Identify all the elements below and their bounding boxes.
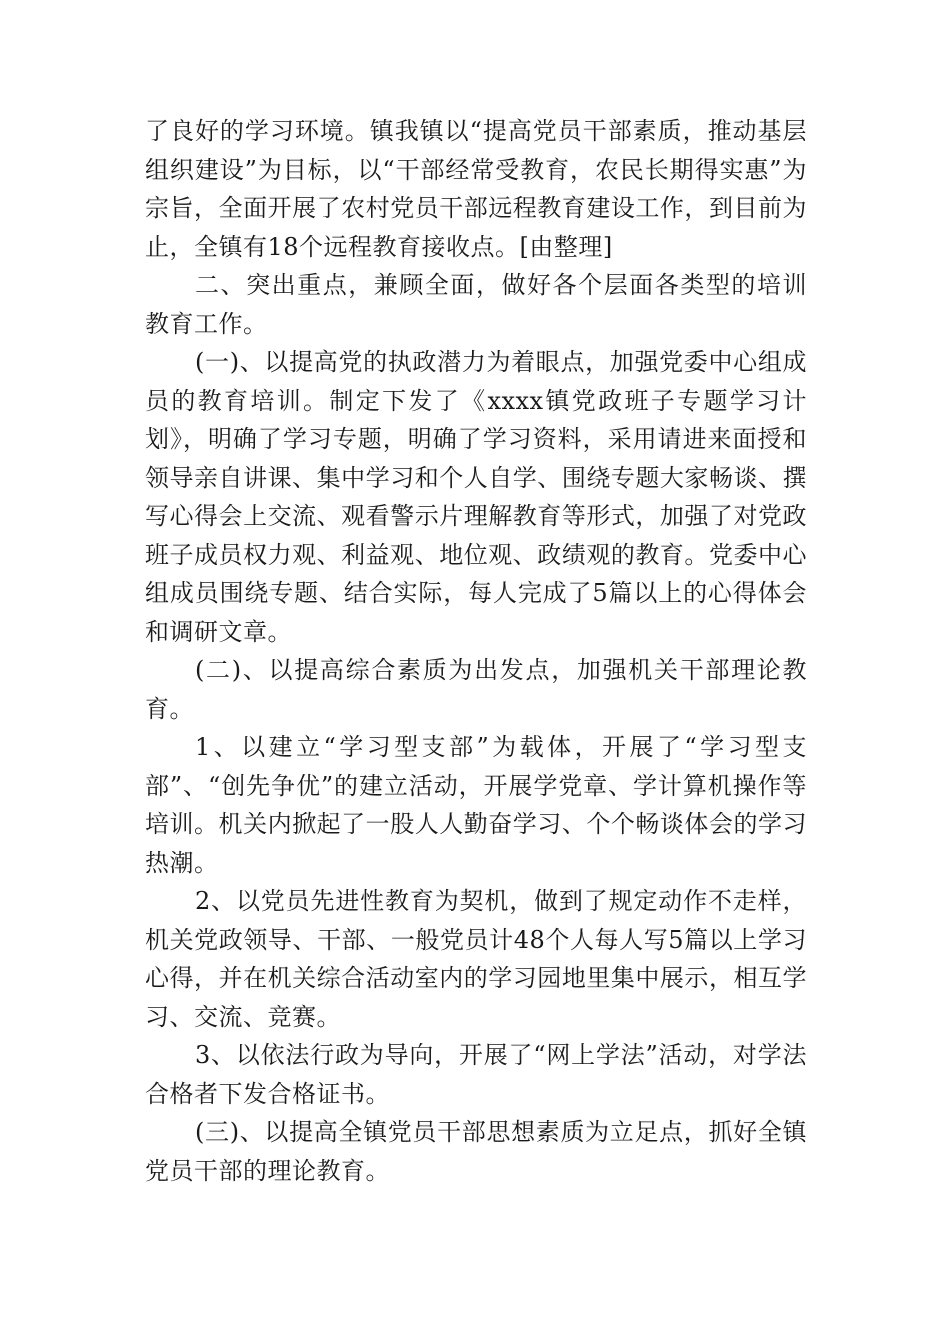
paragraph-item-3: 3、以依法行政为导向，开展了“网上学法”活动，对学法合格者下发合格证书。 — [145, 1041, 807, 1108]
paragraph-remote-education: 了良好的学习环境。镇我镇以“提高党员干部素质，推动基层组织建设”为目标，以“干部经常受教育，农民长期得实惠”为宗旨，全面开展了农村党员干部远程教育建设工作，到目前为止，全镇有18个远程教育接收点。[由整理] — [145, 117, 807, 261]
paragraph-item-2: 2、以党员先进性教育为契机，做到了规定动作不走样，机关党政领导、干部、一般党员计48个人每人写5篇以上学习心得，并在机关综合活动室内的学习园地里集中展示，相互学习、交流、竞赛。 — [145, 887, 807, 1031]
section-heading-two: 二、突出重点，兼顾全面，做好各个层面各类型的培训教育工作。 — [145, 271, 807, 338]
document-page — [145, 112, 807, 1190]
paragraph-subsection-one: (一)、以提高党的执政潜力为着眼点，加强党委中心组成员的教育培训。制定下发了《xxxx镇党政班子专题学习计划》，明确了学习专题，明确了学习资料，采用请进来面授和领导亲自讲课、集中学习和个人自学、围绕专题大家畅谈、撰写心得会上交流、观看警示片理解教育等形式，加强了对党政班子成员权力观、利益观、地位观、政绩观的教育。党委中心组成员围绕专题、结合实际，每人完成了5篇以上的心得体会和调研文章。 — [145, 348, 807, 646]
paragraph-subsection-three: (三)、以提高全镇党员干部思想素质为立足点，抓好全镇党员干部的理论教育。 — [145, 1118, 807, 1185]
paragraph-subsection-two: (二)、以提高综合素质为出发点，加强机关干部理论教育。 — [145, 656, 807, 723]
paragraph-item-1: 1、以建立“学习型支部”为载体，开展了“学习型支部”、“创先争优”的建立活动，开展学党章、学计算机操作等培训。机关内掀起了一股人人勤奋学习、个个畅谈体会的学习热潮。 — [145, 733, 807, 877]
